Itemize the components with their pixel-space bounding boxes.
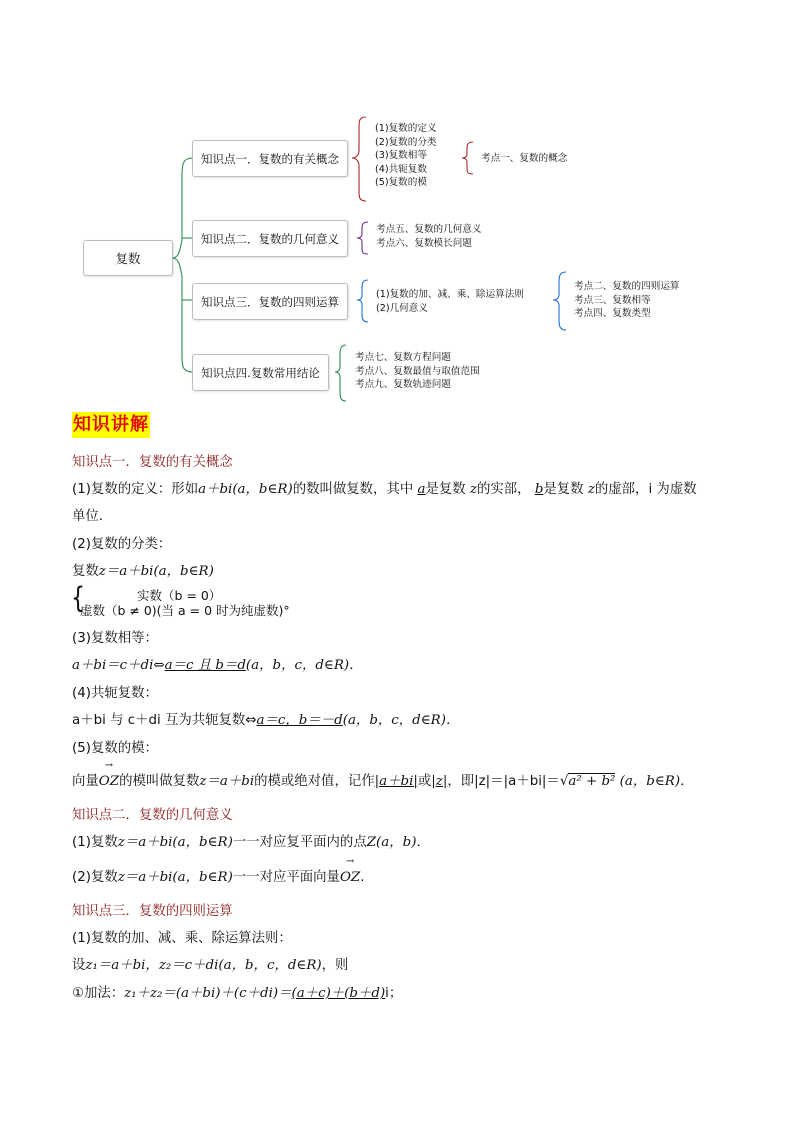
s1-mod-title: (5)复数的模： xyxy=(72,741,158,756)
mindmap-n1-item: (5)复数的模 xyxy=(375,177,427,188)
s1-eq-title: (3)复数相等： xyxy=(72,631,158,646)
text-run: ，则 xyxy=(321,958,349,973)
mindmap-n3-exam-item: 考点四、复数类型 xyxy=(574,308,651,319)
green-branch-bottom xyxy=(172,258,193,372)
underlined-a: a xyxy=(417,482,426,497)
mindmap-n4-items xyxy=(355,351,480,392)
var-z: z xyxy=(587,482,595,497)
green-branch-top xyxy=(172,158,193,258)
mindmap-n1-exam: 考点一、复数的概念 xyxy=(481,153,568,164)
classification-brace: { xyxy=(71,582,85,615)
underlined-formula: (a＋c)＋(b＋d) xyxy=(291,986,386,1001)
text-run: ①加法： xyxy=(72,986,125,1001)
mindmap-node-3: 知识点三．复数的四则运算 xyxy=(192,283,348,320)
mindmap-node-2: 知识点二．复数的几何意义 xyxy=(192,220,348,257)
text-run: 的实部， xyxy=(476,482,531,497)
underlined-formula: a＝c，b＝－d xyxy=(256,713,343,728)
text-run: ，即|z|＝|a＋bi|＝ xyxy=(447,774,560,789)
s1-conj-line xyxy=(72,711,459,731)
brace-n1-exam xyxy=(462,142,473,174)
s3-line2 xyxy=(72,956,348,976)
text-run: . xyxy=(360,870,365,885)
text-run: (1)复数的定义：形如 xyxy=(72,482,199,497)
mindmap-n4-item: 考点七、复数方程问题 xyxy=(355,352,451,363)
sqrt-sign: √ xyxy=(559,774,569,789)
mindmap-n1-item: (3)复数相等 xyxy=(375,150,427,161)
text-run: 的模或绝对值，记作 xyxy=(254,774,375,789)
formula: z＝a＋bi xyxy=(199,774,255,789)
vector-oz: → OZ xyxy=(99,772,119,792)
text-run: 一一对应复平面内的点 xyxy=(232,835,367,850)
mindmap-n1-item: (1)复数的定义 xyxy=(375,123,437,134)
brace-n3-exam xyxy=(553,272,566,330)
text-run: 的数叫做复数，其中 xyxy=(292,482,414,497)
brace-n2-items xyxy=(357,222,368,254)
brace-n4-items xyxy=(335,345,346,401)
mindmap-n2-item: 考点六、复数模长问题 xyxy=(376,237,472,249)
var-z: z xyxy=(469,482,477,497)
formula: z₁＋z₂＝(a＋bi)＋(c＋di)＝ xyxy=(124,986,292,1001)
text-run: 向量 xyxy=(72,774,99,789)
s1-definition-line2: 单位． xyxy=(72,509,113,524)
text-run: 或 xyxy=(417,774,432,789)
mindmap-n2-item: 考点五、复数的几何意义 xyxy=(376,224,482,235)
s1-class-real: 实数（b = 0） xyxy=(137,588,222,603)
mindmap-n4-item: 考点八、复数最值与取值范围 xyxy=(355,365,480,377)
mindmap-n1-item: (2)复数的分类 xyxy=(375,136,437,148)
s3-line3 xyxy=(72,984,402,1004)
text-run: 是复数 xyxy=(425,482,466,497)
text-run: 是复数 xyxy=(543,482,584,497)
mindmap-node-1: 知识点一．复数的有关概念 xyxy=(192,140,348,177)
s1-class-title: (2)复数的分类： xyxy=(72,537,172,552)
formula: z＝a＋bi(a，b∈R) xyxy=(98,564,214,579)
s1-mod-line xyxy=(72,772,693,792)
formula: a＋bi＝c＋di⇔ xyxy=(72,658,165,673)
text-run: 的虚部，i 为虚数 xyxy=(594,482,697,497)
s2-line1 xyxy=(72,833,430,853)
s1-class-line xyxy=(72,562,214,582)
formula: a＋bi(a，b∈R) xyxy=(198,482,293,497)
text-run: a＋bi 与 c＋di 互为共轭复数⇔ xyxy=(72,713,257,728)
formula: (a，b∈R)． xyxy=(619,774,694,789)
vector-oz: → OZ xyxy=(340,868,360,888)
s1-definition xyxy=(72,480,697,500)
underlined-formula: |z| xyxy=(431,774,448,789)
mindmap-n3-exam xyxy=(574,280,680,321)
s3-title: 知识点三．复数的四则运算 xyxy=(72,904,233,919)
mindmap-n3-item: (1)复数的加、减、乘、除运算法则 xyxy=(376,289,524,300)
s2-title: 知识点二．复数的几何意义 xyxy=(72,808,233,823)
formula: (a，b，c，d∈R)． xyxy=(245,658,363,673)
section-heading: 知识讲解 xyxy=(72,412,150,438)
underlined-formula: a＝c 且 b＝d xyxy=(164,658,246,673)
s1-eq-line xyxy=(72,656,363,676)
mindmap-n4-item: 考点九、复数轨迹问题 xyxy=(355,379,451,390)
mindmap-n2-items xyxy=(376,223,482,250)
brace-n3-items xyxy=(357,280,368,322)
text-run: 的模叫做复数 xyxy=(119,774,200,789)
text-run: 设 xyxy=(72,958,86,973)
mindmap-root: 复数 xyxy=(83,240,173,276)
mindmap-n3-exam-item: 考点三、复数相等 xyxy=(574,294,651,306)
sqrt-radicand: a² + b² xyxy=(568,774,616,789)
underlined-b: b xyxy=(534,482,544,497)
text-run: 复数 xyxy=(72,564,99,579)
text-run: 一一对应平面向量 xyxy=(232,870,340,885)
formula: z＝a＋bi(a，b∈R) xyxy=(117,870,233,885)
mindmap-n1-items xyxy=(375,122,437,190)
formula: (a，b，c，d∈R)． xyxy=(342,713,460,728)
mindmap-n3-items xyxy=(376,288,524,315)
mindmap-n3-item: (2)几何意义 xyxy=(376,302,428,314)
text-run: i； xyxy=(385,986,403,1001)
brace-n1-items xyxy=(352,117,366,201)
s1-class-imag: 虚数（b ≠ 0)(当 a = 0 时为纯虚数)° xyxy=(80,603,290,618)
text-run: (2)复数 xyxy=(72,870,118,885)
formula: z＝a＋bi(a，b∈R) xyxy=(117,835,233,850)
formula: z₁＝a＋bi，z₂＝c＋di(a，b，c，d∈R) xyxy=(85,958,322,973)
s3-line1: (1)复数的加、减、乘、除运算法则： xyxy=(72,931,292,946)
s2-line2 xyxy=(72,868,365,888)
formula: Z(a，b)． xyxy=(366,835,430,850)
mindmap-node-4: 知识点四.复数常用结论 xyxy=(192,354,329,391)
mindmap-n1-item: (4)共轭复数 xyxy=(375,163,427,175)
mindmap-n3-exam-item: 考点二、复数的四则运算 xyxy=(574,281,680,292)
text-run: (1)复数 xyxy=(72,835,118,850)
s1-title: 知识点一．复数的有关概念 xyxy=(72,455,233,470)
s1-conj-title: (4)共轭复数： xyxy=(72,686,158,701)
underlined-formula: |a＋bi| xyxy=(374,774,418,789)
